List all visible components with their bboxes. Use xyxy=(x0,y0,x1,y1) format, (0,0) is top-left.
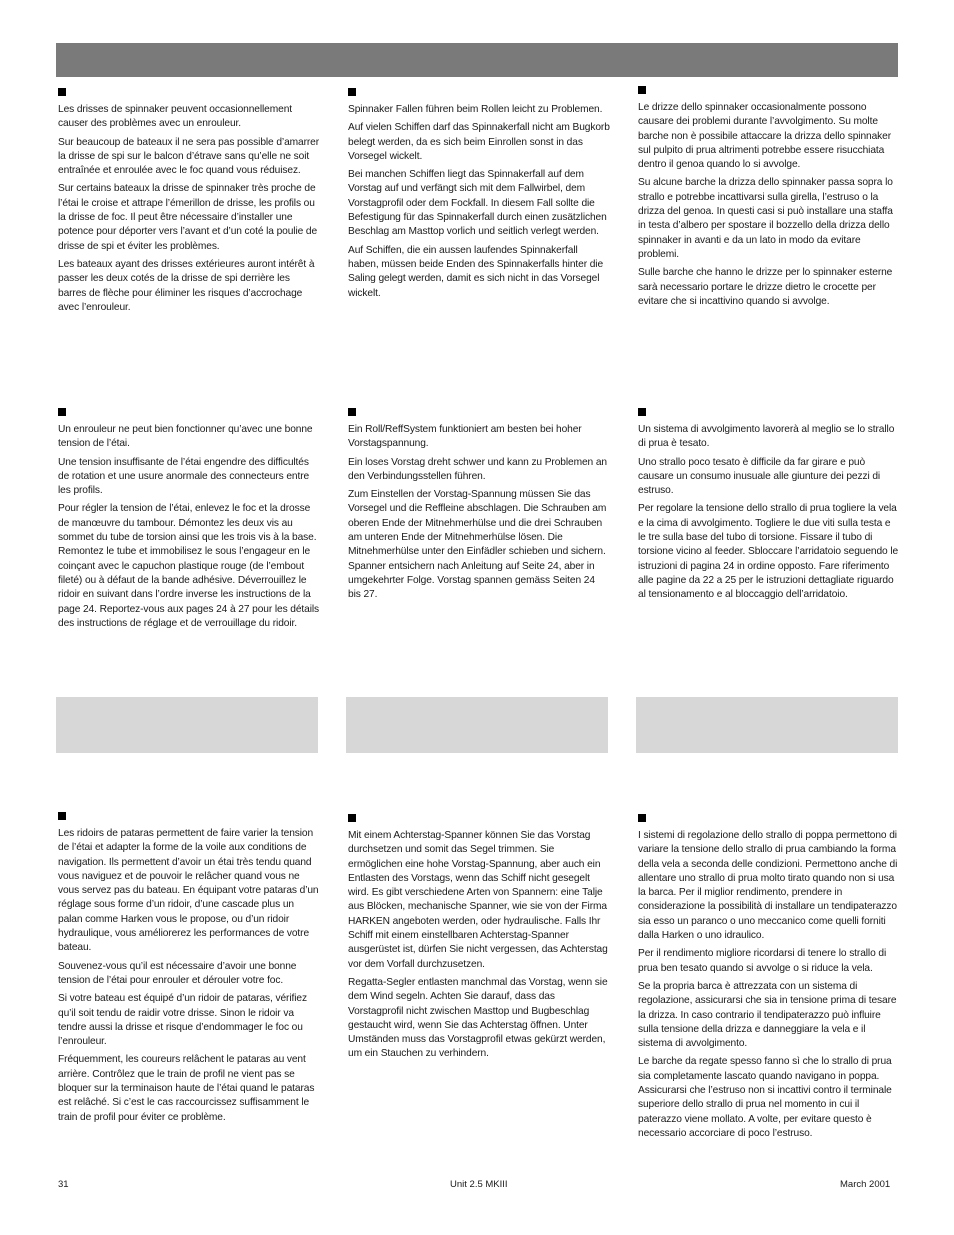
paragraph: Zum Einstellen der Vorstag-Spannung müssen Sie das Vorsegel und die Reffleine abschlagen. Die Schrauben am oberen Ende der Mitnehmerhülse und die drei Schrauben am unteren Ende der Mitnehmerhülse lösen. Die Mitnehmerhülse unter den Einfädler schieben und sichern. Spanner entsichern nach Anleitung auf Seite 24, aber in umgekehrter Folge. Vorstag spannen gemäss Seiten 24 bis 27. xyxy=(348,489,607,601)
paragraph: Les ridoirs de pataras permettent de faire varier la tension de l’étai et adapter la forme de la voile aux conditions de navigation. Ils permettent d’avoir un étai très tendu quand vous naviguez et de pouvoir le relâcher quand vous ne vous servez pas du bateau. En équipant votre pataras d’un réglage sous forme d’un ridoir, d’une cascade plus un palan comme Harken vous le propose, ou d’un ridoir hydraulique, vous améliorerez les performances de votre bateau. xyxy=(58,828,319,954)
section3-de xyxy=(348,814,610,1066)
section-bullet-icon xyxy=(58,408,66,416)
header-bar xyxy=(56,43,898,77)
section-bullet-icon xyxy=(638,814,646,822)
paragraph: Spinnaker Fallen führen beim Rollen leicht zu Problemen. xyxy=(348,104,603,115)
paragraph: Le drizze dello spinnaker occasionalmente possono causare dei problemi durante l’avvolgimento. Su molte barche non è possibile attaccare la drizza dello spinnaker sul pulpito di prua altrimenti potrebbe essere risucchiata dentro il genoa quando lo si avvolge. xyxy=(638,102,892,171)
publication-date: March 2001 xyxy=(840,1179,891,1190)
paragraph: Une tension insuffisante de l’étai engendre des difficultés de rotation et une usure anormale des connecteurs entre les profils. xyxy=(58,456,310,497)
paragraph: Ein Roll/ReffSystem funktioniert am besten bei hoher Vorstagspannung. xyxy=(348,424,582,450)
page-number: 31 xyxy=(58,1179,69,1190)
paragraph: Per regolare la tensione dello strallo di prua togliere la vela e la cima di avvolgimento. Togliere le due viti sulla testa e le tre sulla base del tubo di torsione. Fissare il tubo di torsione vicino al feeder. Sbloccare l’arridatoio seguendo le istruzioni di pagina 24 in ordine opposto. Fare riferimento alle pagine da 22 a 25 per le istruzioni dettagliate riguardo al tensionamento e al bloccaggio dell’arridatoio. xyxy=(638,503,899,601)
section-heading-box xyxy=(56,697,318,753)
paragraph: Les drisses de spinnaker peuvent occasionnellement causer des problèmes avec un enrouleur. xyxy=(58,104,292,130)
section3-it xyxy=(638,814,900,1145)
paragraph: Ein loses Vorstag dreht schwer und kann zu Problemen an den Verbindungsstellen führen. xyxy=(348,456,607,482)
section1-de xyxy=(348,88,610,305)
section-bullet-icon xyxy=(58,812,66,820)
paragraph: Sulle barche che hanno le drizze per lo spinnaker esterne sarà necessario portare le drizze dietro le crocette per evitare che si incattivino quando si avvolge. xyxy=(638,267,893,307)
section-bullet-icon xyxy=(348,408,356,416)
section2-it xyxy=(638,408,900,607)
paragraph: Sur beaucoup de bateaux il ne sera pas possible d’amarrer la drisse de spi sur le balcon d’étrave sans qu’elle ne soit entraînée et enroulée avec le foc quand vous réduisez. xyxy=(58,136,320,177)
paragraph: Auf Schiffen, die ein aussen laufendes Spinnakerfall haben, müssen beide Enden des Spinnakerfalls hinter die Saling gelegt werden, damit es sich nicht in das Vorsegel wickelt. xyxy=(348,244,604,299)
section-heading-box xyxy=(346,697,608,753)
paragraph: Un enrouleur ne peut bien fonctionner qu’avec une bonne tension de l’étai. xyxy=(58,424,313,450)
paragraph: Les bateaux ayant des drisses extérieures auront intérêt à passer les deux cotés de la drisse de spi derrière les barres de flèche pour éliminer les risques d’accrochage avec l’enrouleur. xyxy=(58,258,315,313)
section-bullet-icon xyxy=(638,408,646,416)
paragraph: Per il rendimento migliore ricordarsi di tenere lo strallo di prua ben tesato quando si avvolge o si riduce la vela. xyxy=(638,948,887,974)
section-bullet-icon xyxy=(348,814,356,822)
paragraph: Le barche da regate spesso fanno sì che lo strallo di prua sia completamente lascato quando navigano in poppa. Assicurarsi che l’estruso non si incattivi contro il terminale superiore dello strallo di prua nel momento in cui il paterazzo viene mollato. A volte, per evitare questo è necessario accorciare di poco l’estruso. xyxy=(638,1056,892,1139)
section1-it xyxy=(638,86,900,313)
section-bullet-icon xyxy=(348,88,356,96)
paragraph: Fréquemment, les coureurs relâchent le pataras au vent arrière. Contrôlez que le train de profil ne vient pas se bloquer sur la terminaison haute de l’étai quand le pataras est relâché. Si c’est le cas raccourcissez suffisamment le train de profil pour éviter ce problème. xyxy=(58,1054,315,1123)
section3-fr xyxy=(58,812,320,1129)
section1-fr xyxy=(58,88,320,319)
paragraph: Un sistema di avvolgimento lavorerà al meglio se lo strallo di prua è tesato. xyxy=(638,424,895,450)
paragraph: Bei manchen Schiffen liegt das Spinnakerfall auf dem Vorstag auf und verfängt sich mit dem Fallwirbel, dem Vorstagprofil oder dem Fockfall. In diesem Fall sollte die Befestigung für das Spinnakerfall durch einen zusätzlichen Beschlag am Masttop vorlich und seitlich verlegt werden. xyxy=(348,169,607,238)
paragraph: Si votre bateau est équipé d’un ridoir de pataras, vérifiez qu’il soit tendu de raidir votre drisse. Sinon le ridoir va tendre aussi la drisse et risque d’endommager le foc ou l’enrouleur. xyxy=(58,993,307,1048)
paragraph: Souvenez-vous qu’il est nécessaire d’avoir une bonne tension de l’étai pour enrouler et dérouler votre foc. xyxy=(58,960,297,986)
product-name: Unit 2.5 MKIII xyxy=(450,1179,508,1190)
section-bullet-icon xyxy=(638,86,646,94)
paragraph: Pour régler la tension de l’étai, enlevez le foc et la drosse de manœuvre du tambour. Démontez les deux vis au sommet du tube de torsion ainsi que les trois vis à la base. Remontez le tube et immobilisez le sous l’engageur en le coinçant avec le capuchon plastique rouge (de l’embout fileté) ou à défaut de la bande adhésive. Déverrouillez le ridoir en suivant dans l’ordre inverse les instructions de la page 24. Reportez-vous aux pages 24 à 27 pour les détails des instructions de réglage et de verrouillage du ridoir. xyxy=(58,503,320,629)
paragraph: Regatta-Segler entlasten manchmal das Vorstag, wenn sie dem Wind segeln. Achten Sie darauf, dass das Vorstagprofil nicht zwischen Masttop und Bugbeschlag gestaucht wird, wenn Sie das Achterstag öffnen. Unter Umständen muss das Vorstagprofil etwas gekürzt werden, um ein Stauchen zu verhindern. xyxy=(348,976,608,1060)
section-heading-box xyxy=(636,697,898,753)
paragraph: Sur certains bateaux la drisse de spinnaker très proche de l’étai le croise et attrape l’émerillon de drisse, les profils ou la drisse de foc. Il peut être nécessaire d’installer une potence pour déporter vers l’avant et d’un coté la poulie de drisse de spi et éviter les problèmes. xyxy=(58,183,318,252)
paragraph: Auf vielen Schiffen darf das Spinnakerfall nicht am Bugkorb belegt werden, da es sich beim Einrollen sonst in das Vorsegel wickelt. xyxy=(348,122,610,162)
paragraph: Uno strallo poco tesato è difficile da far girare e può causare un consumo inusuale alle giunture dei pezzi di estruso. xyxy=(638,456,881,497)
paragraph: Su alcune barche la drizza dello spinnaker passa sopra lo strallo e potrebbe incattivarsi sulla girella, l’estruso o la drizza del genoa. In questi casi si può installare una staffa in testa d’albero per spostare il bozzello della drizza dello spinnaker in avanti e da un lato in modo da evitare problemi. xyxy=(638,177,893,260)
section2-de xyxy=(348,408,610,607)
paragraph: Mit einem Achterstag-Spanner können Sie das Vorstag durchsetzen und somit das Segel trimmen. Sie ermöglichen eine hohe Vorstag-Spannung, aber auch ein Entlasten des Vorstags, wenn das Schiff nicht gesegelt wird. Es gibt verschiedene Arten von Spannern: eine Talje aus Blöcken, mechanische Spanner, wie sie von der Firma HARKEN angeboten werden, oder hydraulische. Falls Ihr Schiff mit einem einstellbaren Achterstag-Spanner ausgerüstet ist, dürfen Sie nicht vergessen, das Achterstag vor dem Vorfall durchzusetzen. xyxy=(348,830,608,970)
paragraph: Se la propria barca è attrezzata con un sistema di regolazione, assicurarsi che sia in tensione prima di tesare la drizza. In caso contrario il tendipaterazzo può influire sulla tensione della drizza e danneggiare la vela e il sistema di avvolgimento. xyxy=(638,980,897,1050)
section2-fr xyxy=(58,408,320,635)
paragraph: I sistemi di regolazione dello strallo di poppa permettono di variare la tensione dello strallo di prua cambiando la forma della vela a seconda delle condizioni. Permettono anche di allentare uno strallo di prua molto tirato quando non si usa la barca. Per il miglior rendimento, prendere in considerazione la possibilità di installare un tendipaterazzo sia esso un paranco o uno meccanico come quelli forniti dalla Harken o uno idraulico. xyxy=(638,830,898,942)
section-bullet-icon xyxy=(58,88,66,96)
